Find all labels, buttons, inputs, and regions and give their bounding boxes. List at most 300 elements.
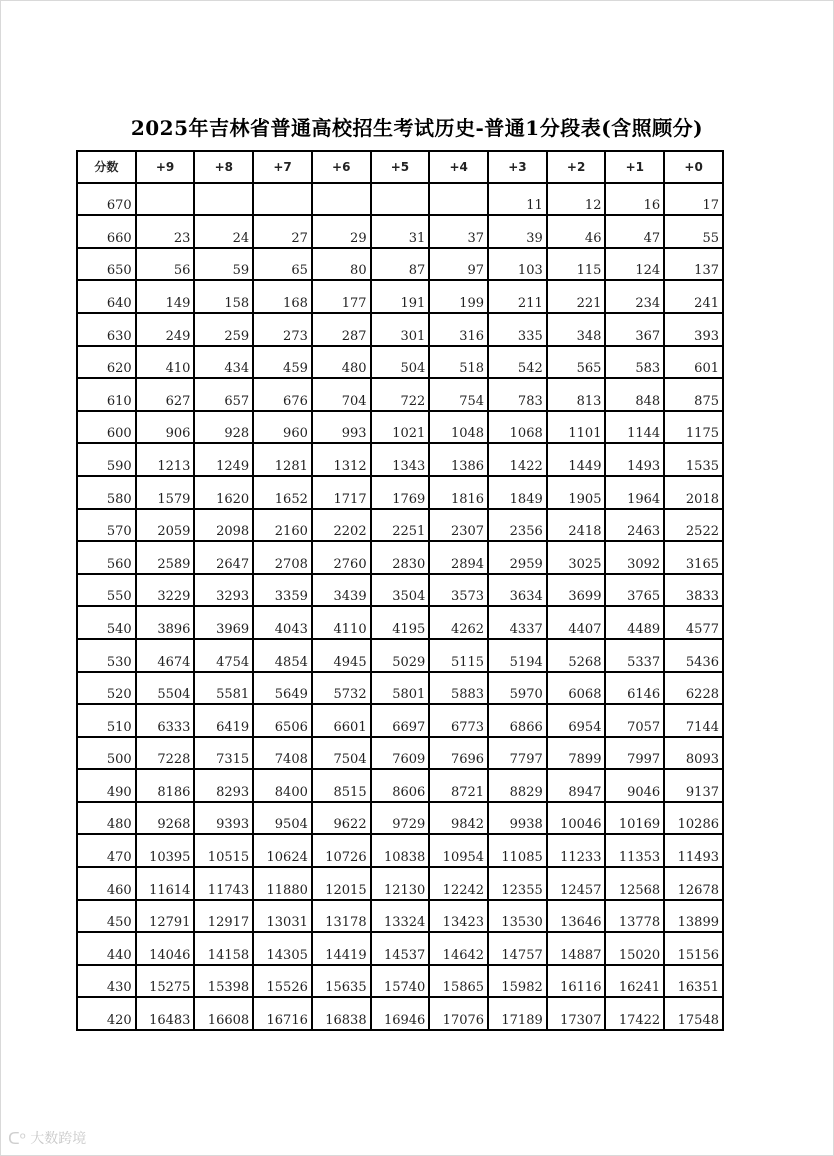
table-cell: 9729: [371, 802, 430, 835]
table-cell: 3765: [605, 574, 664, 607]
table-cell: 4577: [664, 606, 723, 639]
table-cell: 4489: [605, 606, 664, 639]
table-cell: 4043: [253, 606, 312, 639]
table-row: [77, 639, 723, 672]
column-header: +6: [312, 151, 371, 183]
table-cell: 16716: [253, 997, 312, 1030]
table-cell: 6866: [488, 704, 547, 737]
table-cell: 1048: [429, 411, 488, 444]
table-cell: 1769: [371, 476, 430, 509]
table-cell: 2307: [429, 509, 488, 542]
table-cell: 3833: [664, 574, 723, 607]
table-header-row: [77, 151, 723, 183]
table-cell: 1816: [429, 476, 488, 509]
table-cell: 16946: [371, 997, 430, 1030]
column-header: +9: [136, 151, 195, 183]
table-cell: 5337: [605, 639, 664, 672]
table-cell: 301: [371, 313, 430, 346]
table-cell: 7899: [547, 737, 606, 770]
table-cell: 4754: [194, 639, 253, 672]
table-cell: 8186: [136, 769, 195, 802]
table-cell: 12678: [664, 867, 723, 900]
table-cell: 80: [312, 248, 371, 281]
table-row: [77, 834, 723, 867]
table-cell: 906: [136, 411, 195, 444]
table-cell: 8606: [371, 769, 430, 802]
row-score-cell: 460: [77, 867, 136, 900]
table-cell: 875: [664, 378, 723, 411]
table-row: [77, 802, 723, 835]
table-cell: 5732: [312, 672, 371, 705]
table-row: [77, 476, 723, 509]
table-cell: 3359: [253, 574, 312, 607]
table-cell: 10169: [605, 802, 664, 835]
table-cell: 2251: [371, 509, 430, 542]
table-cell: 17422: [605, 997, 664, 1030]
table-row: [77, 867, 723, 900]
table-cell: [136, 183, 195, 216]
table-cell: 1449: [547, 443, 606, 476]
table-cell: 6419: [194, 704, 253, 737]
row-score-cell: 660: [77, 215, 136, 248]
table-cell: 704: [312, 378, 371, 411]
table-cell: 10726: [312, 834, 371, 867]
table-cell: 3165: [664, 541, 723, 574]
table-cell: 1849: [488, 476, 547, 509]
row-score-cell: 540: [77, 606, 136, 639]
table-cell: 8293: [194, 769, 253, 802]
table-cell: 11743: [194, 867, 253, 900]
row-score-cell: 610: [77, 378, 136, 411]
table-cell: 1068: [488, 411, 547, 444]
row-score-cell: 650: [77, 248, 136, 281]
table-cell: 2959: [488, 541, 547, 574]
column-header: +4: [429, 151, 488, 183]
row-score-cell: 440: [77, 932, 136, 965]
table-cell: 4110: [312, 606, 371, 639]
row-score-cell: 480: [77, 802, 136, 835]
table-cell: 9137: [664, 769, 723, 802]
table-cell: 6146: [605, 672, 664, 705]
table-cell: 11614: [136, 867, 195, 900]
table-cell: 960: [253, 411, 312, 444]
table-cell: 11233: [547, 834, 606, 867]
table-cell: 13423: [429, 900, 488, 933]
table-cell: 813: [547, 378, 606, 411]
table-cell: 10838: [371, 834, 430, 867]
table-row: [77, 411, 723, 444]
table-cell: 6773: [429, 704, 488, 737]
table-cell: 12457: [547, 867, 606, 900]
table-cell: 459: [253, 346, 312, 379]
table-cell: 16116: [547, 965, 606, 998]
table-row: [77, 509, 723, 542]
column-header-score: 分数: [77, 151, 136, 183]
row-score-cell: 470: [77, 834, 136, 867]
table-cell: 4945: [312, 639, 371, 672]
table-cell: 1964: [605, 476, 664, 509]
table-cell: 10515: [194, 834, 253, 867]
row-score-cell: 520: [77, 672, 136, 705]
table-cell: [429, 183, 488, 216]
table-cell: 87: [371, 248, 430, 281]
table-cell: 16608: [194, 997, 253, 1030]
table-row: [77, 606, 723, 639]
table-cell: 65: [253, 248, 312, 281]
table-cell: 2018: [664, 476, 723, 509]
table-cell: 6333: [136, 704, 195, 737]
table-cell: 12: [547, 183, 606, 216]
table-cell: 2589: [136, 541, 195, 574]
table-cell: 1343: [371, 443, 430, 476]
table-row: [77, 280, 723, 313]
table-cell: 149: [136, 280, 195, 313]
table-cell: 3896: [136, 606, 195, 639]
watermark: [8, 1128, 86, 1148]
table-cell: 9842: [429, 802, 488, 835]
table-cell: 2708: [253, 541, 312, 574]
table-cell: 14642: [429, 932, 488, 965]
table-cell: 1905: [547, 476, 606, 509]
table-cell: 15398: [194, 965, 253, 998]
table-cell: 31: [371, 215, 430, 248]
table-cell: 234: [605, 280, 664, 313]
table-cell: 15156: [664, 932, 723, 965]
table-cell: 11880: [253, 867, 312, 900]
row-score-cell: 560: [77, 541, 136, 574]
table-cell: 199: [429, 280, 488, 313]
table-cell: 9938: [488, 802, 547, 835]
table-cell: 5115: [429, 639, 488, 672]
column-header: +7: [253, 151, 312, 183]
table-cell: 410: [136, 346, 195, 379]
table-cell: 13899: [664, 900, 723, 933]
table-cell: 8721: [429, 769, 488, 802]
table-cell: 13646: [547, 900, 606, 933]
column-header: +0: [664, 151, 723, 183]
table-cell: 1101: [547, 411, 606, 444]
column-header: +8: [194, 151, 253, 183]
table-cell: 14537: [371, 932, 430, 965]
row-score-cell: 640: [77, 280, 136, 313]
row-score-cell: 570: [77, 509, 136, 542]
table-cell: 12355: [488, 867, 547, 900]
score-table: [76, 150, 724, 1031]
table-cell: [253, 183, 312, 216]
table-cell: 5581: [194, 672, 253, 705]
table-cell: 676: [253, 378, 312, 411]
table-cell: [312, 183, 371, 216]
table-cell: 15020: [605, 932, 664, 965]
table-row: [77, 900, 723, 933]
row-score-cell: 450: [77, 900, 136, 933]
table-cell: 287: [312, 313, 371, 346]
table-cell: 124: [605, 248, 664, 281]
row-score-cell: 430: [77, 965, 136, 998]
table-cell: 17: [664, 183, 723, 216]
table-row: [77, 443, 723, 476]
table-cell: 16351: [664, 965, 723, 998]
table-cell: 12917: [194, 900, 253, 933]
table-cell: 1652: [253, 476, 312, 509]
table-cell: 158: [194, 280, 253, 313]
table-cell: 657: [194, 378, 253, 411]
table-cell: 17076: [429, 997, 488, 1030]
table-cell: 722: [371, 378, 430, 411]
table-cell: 137: [664, 248, 723, 281]
table-cell: 5504: [136, 672, 195, 705]
table-cell: 601: [664, 346, 723, 379]
table-body: [77, 183, 723, 1030]
table-cell: 5883: [429, 672, 488, 705]
table-cell: 2830: [371, 541, 430, 574]
table-cell: 993: [312, 411, 371, 444]
table-cell: 542: [488, 346, 547, 379]
table-cell: 5268: [547, 639, 606, 672]
row-score-cell: 490: [77, 769, 136, 802]
table-cell: 928: [194, 411, 253, 444]
column-header: +1: [605, 151, 664, 183]
table-row: [77, 346, 723, 379]
table-cell: 7315: [194, 737, 253, 770]
table-cell: 7504: [312, 737, 371, 770]
table-cell: 10624: [253, 834, 312, 867]
table-cell: 6068: [547, 672, 606, 705]
table-cell: 565: [547, 346, 606, 379]
table-cell: 2522: [664, 509, 723, 542]
table-cell: 9393: [194, 802, 253, 835]
table-cell: 5649: [253, 672, 312, 705]
table-cell: 249: [136, 313, 195, 346]
table-cell: 12130: [371, 867, 430, 900]
table-cell: 316: [429, 313, 488, 346]
table-cell: 583: [605, 346, 664, 379]
row-score-cell: 530: [77, 639, 136, 672]
table-cell: 7696: [429, 737, 488, 770]
row-score-cell: 510: [77, 704, 136, 737]
table-cell: 1717: [312, 476, 371, 509]
table-cell: 7228: [136, 737, 195, 770]
table-cell: 2202: [312, 509, 371, 542]
table-cell: 3025: [547, 541, 606, 574]
table-cell: 16241: [605, 965, 664, 998]
column-header: +3: [488, 151, 547, 183]
table-cell: 7609: [371, 737, 430, 770]
table-cell: [371, 183, 430, 216]
table-cell: 4854: [253, 639, 312, 672]
table-cell: 56: [136, 248, 195, 281]
table-cell: 3969: [194, 606, 253, 639]
table-cell: 8829: [488, 769, 547, 802]
table-cell: 6506: [253, 704, 312, 737]
table-cell: 11: [488, 183, 547, 216]
table-cell: 3092: [605, 541, 664, 574]
table-row: [77, 313, 723, 346]
table-cell: 3634: [488, 574, 547, 607]
table-cell: 627: [136, 378, 195, 411]
table-cell: 241: [664, 280, 723, 313]
table-row: [77, 932, 723, 965]
table-cell: [194, 183, 253, 216]
table-cell: 480: [312, 346, 371, 379]
table-row: [77, 215, 723, 248]
table-cell: 16: [605, 183, 664, 216]
table-cell: 2463: [605, 509, 664, 542]
table-cell: 6601: [312, 704, 371, 737]
table-cell: 211: [488, 280, 547, 313]
table-cell: 5029: [371, 639, 430, 672]
table-cell: 4262: [429, 606, 488, 639]
table-cell: 191: [371, 280, 430, 313]
table-cell: 5970: [488, 672, 547, 705]
table-cell: 1213: [136, 443, 195, 476]
table-cell: 14305: [253, 932, 312, 965]
table-cell: 9504: [253, 802, 312, 835]
table-cell: 1175: [664, 411, 723, 444]
table-cell: 848: [605, 378, 664, 411]
table-cell: 12015: [312, 867, 371, 900]
table-cell: 3229: [136, 574, 195, 607]
table-cell: 11353: [605, 834, 664, 867]
table-cell: 15526: [253, 965, 312, 998]
table-cell: 4674: [136, 639, 195, 672]
table-cell: 8947: [547, 769, 606, 802]
table-cell: 9622: [312, 802, 371, 835]
table-cell: 3573: [429, 574, 488, 607]
table-cell: 4337: [488, 606, 547, 639]
table-cell: 59: [194, 248, 253, 281]
table-cell: 1144: [605, 411, 664, 444]
table-row: [77, 574, 723, 607]
page-title: 2025年吉林省普通高校招生考试历史-普通1分段表(含照顾分): [130, 116, 704, 140]
table-cell: 1386: [429, 443, 488, 476]
column-header: +2: [547, 151, 606, 183]
table-cell: 13031: [253, 900, 312, 933]
table-row: [77, 769, 723, 802]
table-cell: 16838: [312, 997, 371, 1030]
table-cell: 7408: [253, 737, 312, 770]
table-cell: 3293: [194, 574, 253, 607]
table-cell: 221: [547, 280, 606, 313]
table-row: [77, 183, 723, 216]
table-cell: 1620: [194, 476, 253, 509]
table-cell: 7997: [605, 737, 664, 770]
table-cell: 115: [547, 248, 606, 281]
table-cell: 6697: [371, 704, 430, 737]
table-cell: 504: [371, 346, 430, 379]
row-score-cell: 550: [77, 574, 136, 607]
table-row: [77, 997, 723, 1030]
table-cell: 15982: [488, 965, 547, 998]
table-cell: 15865: [429, 965, 488, 998]
table-cell: 15275: [136, 965, 195, 998]
table-cell: 5436: [664, 639, 723, 672]
table-cell: 16483: [136, 997, 195, 1030]
table-cell: 518: [429, 346, 488, 379]
row-score-cell: 620: [77, 346, 136, 379]
table-cell: 97: [429, 248, 488, 281]
table-cell: 14046: [136, 932, 195, 965]
table-cell: 1422: [488, 443, 547, 476]
table-cell: 9268: [136, 802, 195, 835]
table-cell: 434: [194, 346, 253, 379]
table-cell: 2098: [194, 509, 253, 542]
table-cell: 8515: [312, 769, 371, 802]
table-cell: 168: [253, 280, 312, 313]
table-cell: 177: [312, 280, 371, 313]
table-cell: 103: [488, 248, 547, 281]
table-cell: 6954: [547, 704, 606, 737]
table-cell: 23: [136, 215, 195, 248]
table-cell: 1535: [664, 443, 723, 476]
table-cell: 8093: [664, 737, 723, 770]
row-score-cell: 500: [77, 737, 136, 770]
table-cell: 2160: [253, 509, 312, 542]
table-cell: 273: [253, 313, 312, 346]
table-cell: 12242: [429, 867, 488, 900]
table-cell: 15740: [371, 965, 430, 998]
table-cell: 11493: [664, 834, 723, 867]
table-cell: 14757: [488, 932, 547, 965]
table-cell: 10046: [547, 802, 606, 835]
table-cell: 37: [429, 215, 488, 248]
table-cell: 10395: [136, 834, 195, 867]
table-cell: 10954: [429, 834, 488, 867]
table-cell: 6228: [664, 672, 723, 705]
table-cell: 1249: [194, 443, 253, 476]
table-cell: 2059: [136, 509, 195, 542]
table-cell: 14419: [312, 932, 371, 965]
table-cell: 348: [547, 313, 606, 346]
table-cell: 29: [312, 215, 371, 248]
table-cell: 13778: [605, 900, 664, 933]
table-row: [77, 965, 723, 998]
table-cell: 15635: [312, 965, 371, 998]
table-cell: 1312: [312, 443, 371, 476]
table-row: [77, 541, 723, 574]
table-cell: 7144: [664, 704, 723, 737]
table-cell: 46: [547, 215, 606, 248]
table-row: [77, 672, 723, 705]
table-cell: 5194: [488, 639, 547, 672]
table-cell: 13530: [488, 900, 547, 933]
table-cell: 47: [605, 215, 664, 248]
table-cell: 10286: [664, 802, 723, 835]
table-cell: 8400: [253, 769, 312, 802]
table-cell: 335: [488, 313, 547, 346]
table-cell: 1493: [605, 443, 664, 476]
table-cell: 24: [194, 215, 253, 248]
table-cell: 17548: [664, 997, 723, 1030]
table-cell: 12568: [605, 867, 664, 900]
table-cell: 11085: [488, 834, 547, 867]
row-score-cell: 580: [77, 476, 136, 509]
table-cell: 2356: [488, 509, 547, 542]
row-score-cell: 420: [77, 997, 136, 1030]
table-cell: 393: [664, 313, 723, 346]
row-score-cell: 600: [77, 411, 136, 444]
table-cell: 259: [194, 313, 253, 346]
row-score-cell: 630: [77, 313, 136, 346]
table-cell: 55: [664, 215, 723, 248]
table-cell: 3699: [547, 574, 606, 607]
table-row: [77, 737, 723, 770]
table-row: [77, 248, 723, 281]
table-cell: 13324: [371, 900, 430, 933]
table-cell: 7057: [605, 704, 664, 737]
table-cell: 3504: [371, 574, 430, 607]
table-cell: 5801: [371, 672, 430, 705]
